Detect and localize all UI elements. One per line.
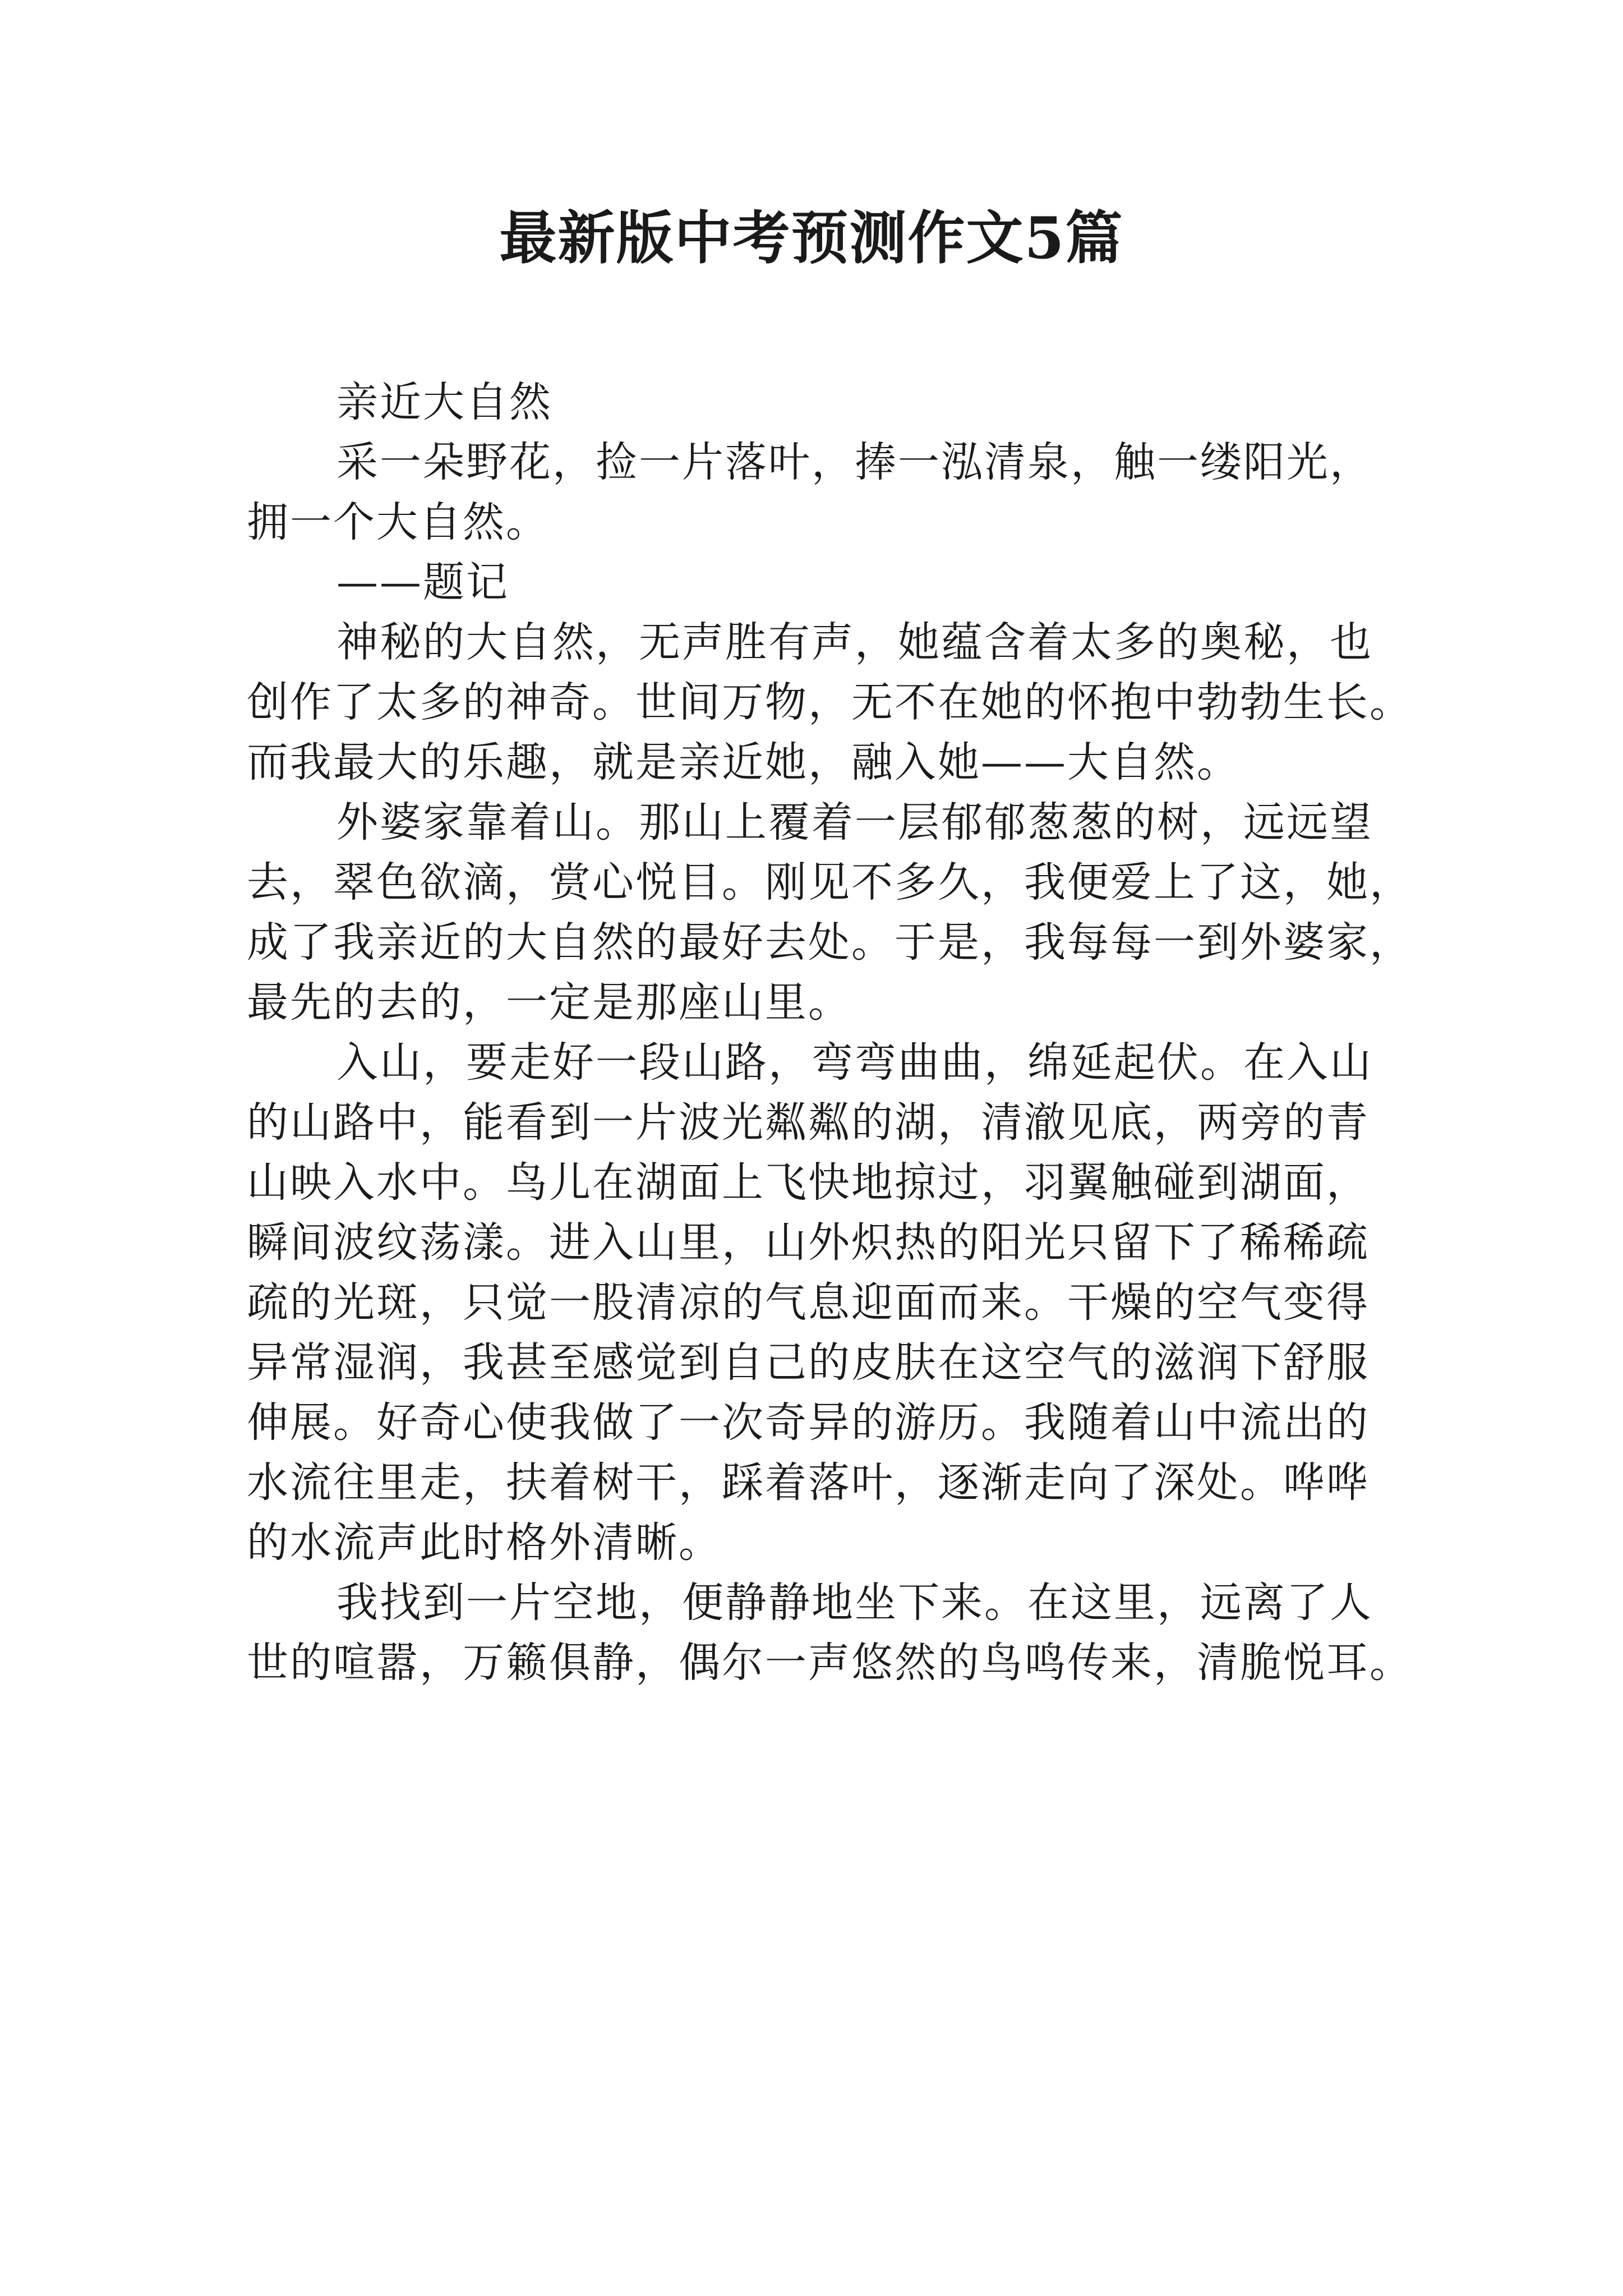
paragraph [247,1573,1413,1693]
paragraph [247,1033,1402,1573]
paragraph [247,553,1402,613]
paragraph-line: 去，翠色欲滴，赏心悦目。刚见不多久，我便爱上了这，她， [247,858,1413,907]
paragraph-line: 最先的去的，一定是那座山里。 [247,978,851,1027]
paragraph-line: 瞬间波纹荡漾。进入山里，山外炽热的阳光只留下了稀稀疏 [247,1218,1370,1267]
paragraph-line: 采一朵野花，捡一片落叶，捧一泓清泉，触一缕阳光， [336,438,1373,486]
document-body [247,372,1413,1693]
paragraph-line: 入山，要走好一段山路，弯弯曲曲，绵延起伏。在入山 [336,1038,1373,1087]
paragraph-line: 山映入水中。鸟儿在湖面上飞快地掠过，羽翼触碰到湖面， [247,1158,1370,1207]
paragraph [247,372,1402,432]
paragraph-line: 外婆家靠着山。那山上覆着一层郁郁葱葱的树，远远望 [336,798,1373,846]
paragraph-line: 水流往里走，扶着树干，踩着落叶，逐渐走向了深处。哗哗 [247,1458,1370,1507]
paragraph-line: 神秘的大自然，无声胜有声，她蕴含着太多的奥秘，也 [336,618,1373,666]
paragraph-line: 世的喧嚣，万籁俱静，偶尔一声悠然的鸟鸣传来，清脆悦耳。 [247,1639,1413,1687]
paragraph-line: 而我最大的乐趣，就是亲近她，融入她——大自然。 [247,738,1240,786]
paragraph-line: 异常湿润，我甚至感觉到自己的皮肤在这空气的滋润下舒服 [247,1338,1370,1387]
paragraph-line: 的水流声此时格外清晰。 [247,1519,722,1567]
paragraph-line: 我找到一片空地，便静静地坐下来。在这里，远离了人 [336,1579,1373,1627]
paragraph [247,432,1402,553]
paragraph-line: 成了我亲近的大自然的最好去处。于是，我每每一到外婆家， [247,918,1413,967]
paragraph-line: 创作了太多的神奇。世间万物，无不在她的怀抱中勃勃生长。 [247,678,1413,726]
paragraph-line: ——题记 [336,558,509,606]
paragraph-line: 的山路中，能看到一片波光粼粼的湖，清澈见底，两旁的青 [247,1098,1370,1147]
document-title: 最新版中考预测作文5篇 [499,205,1124,272]
paragraph-line: 拥一个大自然。 [247,498,549,546]
paragraph-line: 疏的光斑，只觉一股清凉的气息迎面而来。干燥的空气变得 [247,1278,1370,1327]
paragraph [247,793,1413,1033]
paragraph-line: 亲近大自然 [336,378,552,426]
paragraph-line: 伸展。好奇心使我做了一次奇异的游历。我随着山中流出的 [247,1398,1370,1447]
paragraph [247,613,1413,793]
